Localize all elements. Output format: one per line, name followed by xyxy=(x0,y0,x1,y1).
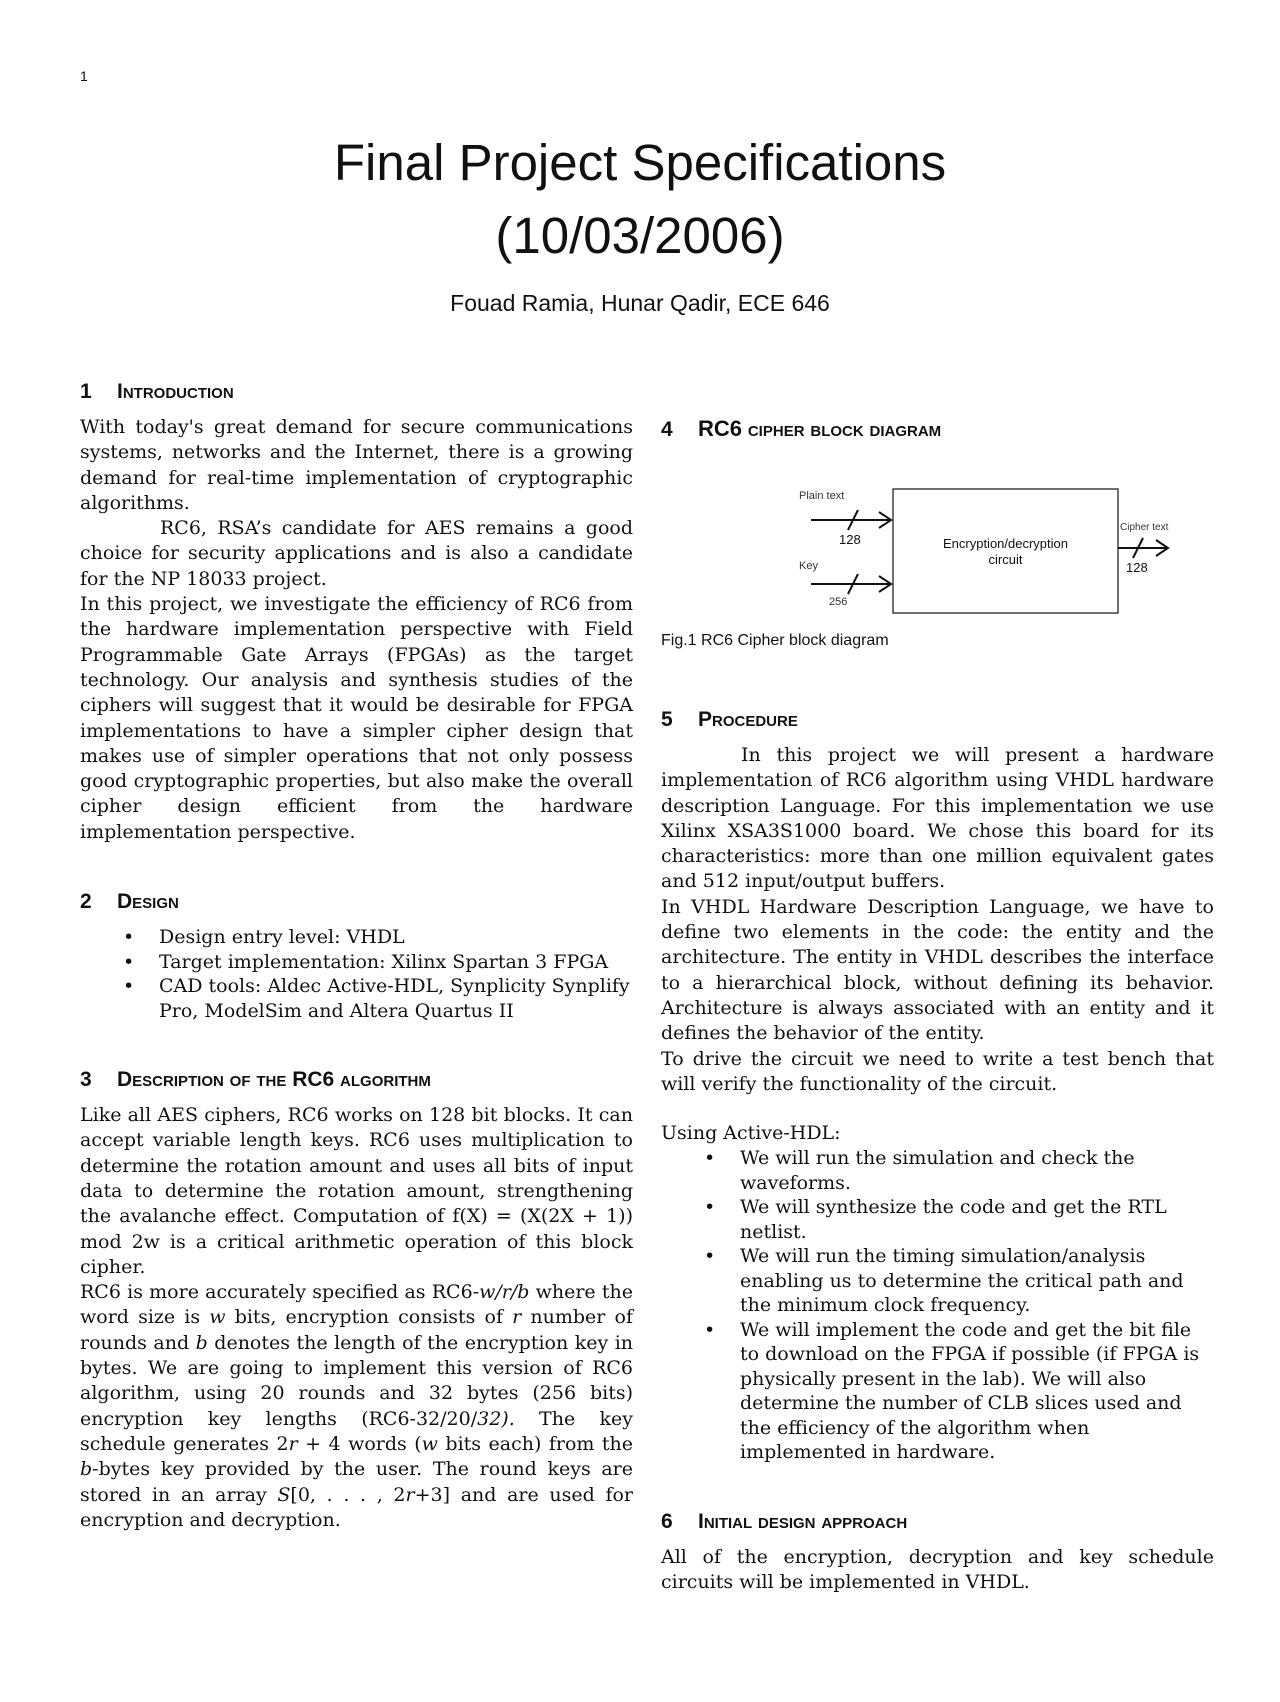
section-number: 4 xyxy=(661,418,673,441)
procedure-paragraph-3: To drive the circuit we need to write a test bench that will verify the functionality of the circuit. xyxy=(661,1047,1214,1095)
list-item: • Target implementation: Xilinx Spartan 3 FPGA xyxy=(80,950,633,975)
section-title: Procedure xyxy=(698,708,798,731)
list-item: • We will synthesize the code and get the RTL netlist. xyxy=(661,1195,1214,1244)
algorithm-paragraph-2: RC6 is more accurately specified as RC6-w/r/b where the word size is w bits, encryption consists of r number of rounds and b denotes the length of the encryption key in bytes. We are going to implement this version of RC6 algorithm, using 20 rounds and 32 bytes (256 bits) encryption key lengths (RC6-32/20/32). The key schedule generates 2r + 4 words (w bits each) from the b-bytes key provided by the user. The round keys are stored in an array S[0, . . . , 2r+3] and are used for encryption and decryption. xyxy=(80,1281,634,1531)
section-6-heading xyxy=(661,1510,1214,1534)
left-column xyxy=(80,380,633,1533)
section-title: Design xyxy=(117,890,179,914)
plaintext-width-label: 128 xyxy=(839,532,861,547)
ciphertext-label: Cipher text xyxy=(1120,522,1169,533)
intro-paragraph-2: RC6, RSA’s candidate for AES remains a good choice for security applications and is also a candidate for the NP 18033 project. xyxy=(80,517,633,590)
authors: Fouad Ramia, Hunar Qadir, ECE 646 xyxy=(450,290,830,316)
right-column xyxy=(661,416,1214,1596)
list-item: • We will run the simulation and check the waveforms. xyxy=(661,1146,1214,1195)
title-line-2: (10/03/2006) xyxy=(495,207,785,264)
section-number: 6 xyxy=(661,1509,673,1533)
list-item: • Design entry level: VHDL xyxy=(80,925,633,950)
approach-paragraph-1: All of the encryption, decryption and key schedule circuits will be implemented in VHDL. xyxy=(661,1545,1214,1594)
section-title: Initial design approach xyxy=(698,1509,908,1533)
key-width-label: 256 xyxy=(829,596,848,608)
cipher-block-box xyxy=(893,489,1118,613)
procedure-paragraph-1: In this project we will present a hardware implementation of RC6 algorithm using VHDL hardware description Language. For this implementation we use Xilinx XSA3S1000 board. We chose this board for its characteristics: more than one million equivalent gates and 512 input/output buffers. xyxy=(661,744,1214,893)
list-item: • We will run the timing simulation/analysis enabling us to determine the critical path and the minimum clock frequency. xyxy=(661,1244,1214,1318)
procedure-paragraph-4: Using Active-HDL: xyxy=(661,1122,841,1145)
section-5-heading xyxy=(661,708,1214,732)
section-title-rc6: RC6 xyxy=(698,416,743,441)
block-label: Encryption/decryption xyxy=(942,536,1068,551)
section-title-rest: algorithm xyxy=(334,1068,431,1092)
list-item: • CAD tools: Aldec Active-HDL, Synplicity Synplify Pro, ModelSim and Altera Quartus II xyxy=(80,974,633,1023)
algorithm-paragraph-1: Like all AES ciphers, RC6 works on 128 bit blocks. It can accept variable length keys. RC6 uses multiplication to determine the rotation amount and uses all bits of input data to determine the rotation amount, strengthening the avalanche effect. Computation of f(X) = (X(2X + 1)) mod 2w is a critical arithmetic operation of this block cipher. xyxy=(80,1104,633,1278)
procedure-paragraph-2: In VHDL Hardware Description Language, we have to define two elements in the code: the entity and the architecture. The entity in VHDL describes the interface to a hierarchical block, without defining its behavior. Architecture is always associated with an entity and it defines the behavior of the entity. xyxy=(661,895,1214,1045)
section-title: cipher block diagram xyxy=(742,418,942,441)
figure-caption: Fig.1 RC6 Cipher block diagram xyxy=(661,632,889,649)
procedure-list xyxy=(661,1146,1214,1465)
section-title: Introduction xyxy=(117,380,234,403)
section-1-heading xyxy=(80,380,633,404)
rc6-block-diagram xyxy=(731,464,1171,614)
section-number: 1 xyxy=(80,380,92,403)
title-line-1: Final Project Specifications xyxy=(333,134,947,191)
design-list xyxy=(80,925,633,1023)
section-number: 2 xyxy=(80,890,92,914)
page-number: 1 xyxy=(80,68,88,84)
section-title-rc6: RC6 xyxy=(292,1068,335,1092)
section-3-heading xyxy=(80,1068,633,1092)
list-item: • We will implement the code and get the bit file to download on the FPGA if possible (if FPGA is physically present in the lab). We will also determine the number of CLB slices used and the efficiency of the algorithm when implemented in hardware. xyxy=(661,1318,1214,1465)
key-label: Key xyxy=(799,560,818,572)
section-number: 3 xyxy=(80,1068,92,1092)
block-label-2: circuit xyxy=(988,552,1023,567)
section-title: Description of the xyxy=(117,1068,293,1092)
section-2-heading xyxy=(80,890,633,914)
plaintext-label: Plain text xyxy=(799,490,845,502)
ciphertext-width-label: 128 xyxy=(1126,560,1148,575)
intro-paragraph-3: In this project, we investigate the efficiency of RC6 from the hardware implementation perspective with Field Programmable Gate Arrays (FPGAs) as the target technology. Our analysis and synthesis studies of the ciphers will suggest that it would be desirable for FPGA implementations to have a simpler cipher design that makes use of simpler operations that not only possess good cryptographic properties, but also make the overall cipher design efficient from the hardware implementation perspective. xyxy=(80,593,633,843)
section-4-heading xyxy=(661,416,1214,442)
section-number: 5 xyxy=(661,708,673,731)
intro-paragraph-1: With today's great demand for secure communications systems, networks and the Internet, there is a growing demand for real-time implementation of cryptographic algorithms. xyxy=(80,416,633,514)
